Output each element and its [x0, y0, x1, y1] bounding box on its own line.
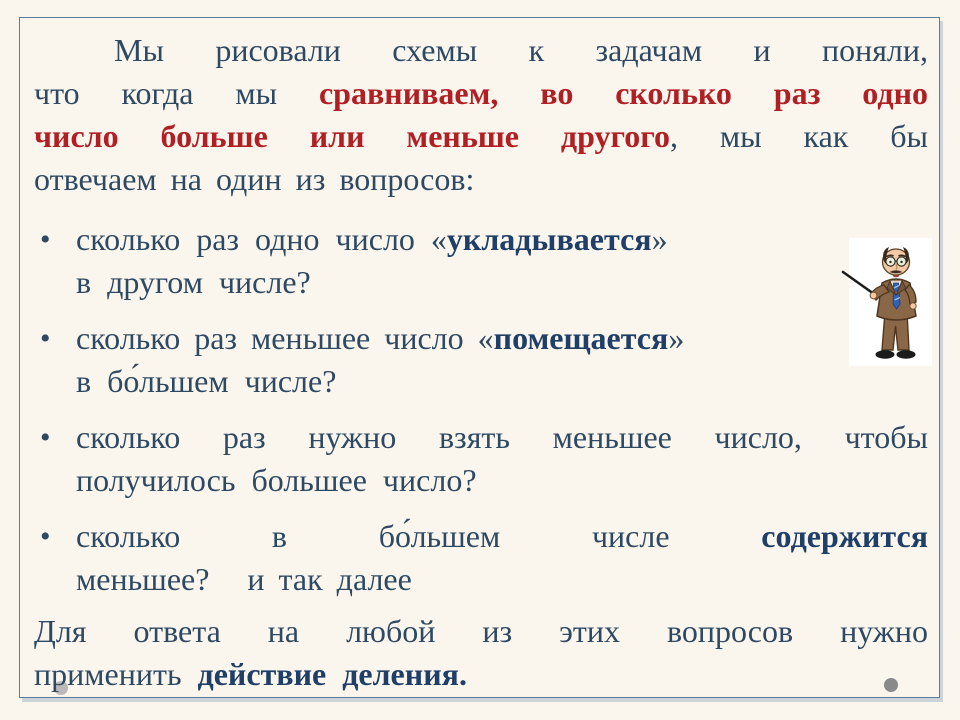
slide-content — [20, 18, 939, 697]
conclusion-line-2: применить действие деления. — [34, 656, 467, 692]
conclusion-paragraph — [34, 610, 928, 696]
intro-line-1: Мы рисовали схемы к задачам и поняли, — [114, 32, 928, 68]
emphasis-red-text: число больше или меньше другого — [34, 118, 670, 154]
intro-paragraph — [34, 29, 928, 201]
emphasis-bold-text: помещается — [493, 320, 669, 356]
intro-line-3: число больше или меньше другого, мы как бы — [34, 118, 928, 154]
bullet-4-line-2: меньшее? и так далее — [76, 561, 412, 597]
bullet-item-2 — [34, 317, 928, 403]
intro-line-2: что когда мы сравниваем, во сколько раз одно — [34, 75, 928, 111]
bullet-icon: • — [40, 520, 51, 553]
emphasis-bold-text: содержится — [761, 518, 928, 554]
bullet-1-line-1: сколько раз одно число «укладывается» — [76, 221, 668, 257]
emphasis-bold-text: действие деления — [197, 656, 459, 692]
bullet-icon: • — [40, 421, 51, 454]
bullet-1-line-2: в другом числе? — [76, 264, 311, 300]
emphasis-bold-text: укладывается — [446, 221, 652, 257]
bullet-4-line-1: сколько в бо́льшем числе содержится — [76, 518, 928, 554]
bullet-item-3 — [34, 416, 928, 502]
bullet-3-line-1: сколько раз нужно взять меньшее число, чтобы — [76, 419, 928, 455]
slide-frame — [19, 17, 940, 698]
emphasis-red-text: сравниваем, во сколько раз одно — [318, 75, 928, 111]
conclusion-line-1: Для ответа на любой из этих вопросов нужно — [34, 613, 928, 649]
bullet-icon: • — [40, 223, 51, 256]
bullet-icon: • — [40, 322, 51, 355]
bullet-2-line-1: сколько раз меньшее число «помещается» — [76, 320, 685, 356]
intro-line-4: отвечаем на один из вопросов: — [34, 161, 475, 197]
bullet-item-4 — [34, 515, 928, 601]
bullet-3-line-2: получилось большее число? — [76, 462, 477, 498]
bullet-item-1 — [34, 218, 928, 304]
bullet-2-line-2: в бо́льшем числе? — [76, 363, 337, 399]
